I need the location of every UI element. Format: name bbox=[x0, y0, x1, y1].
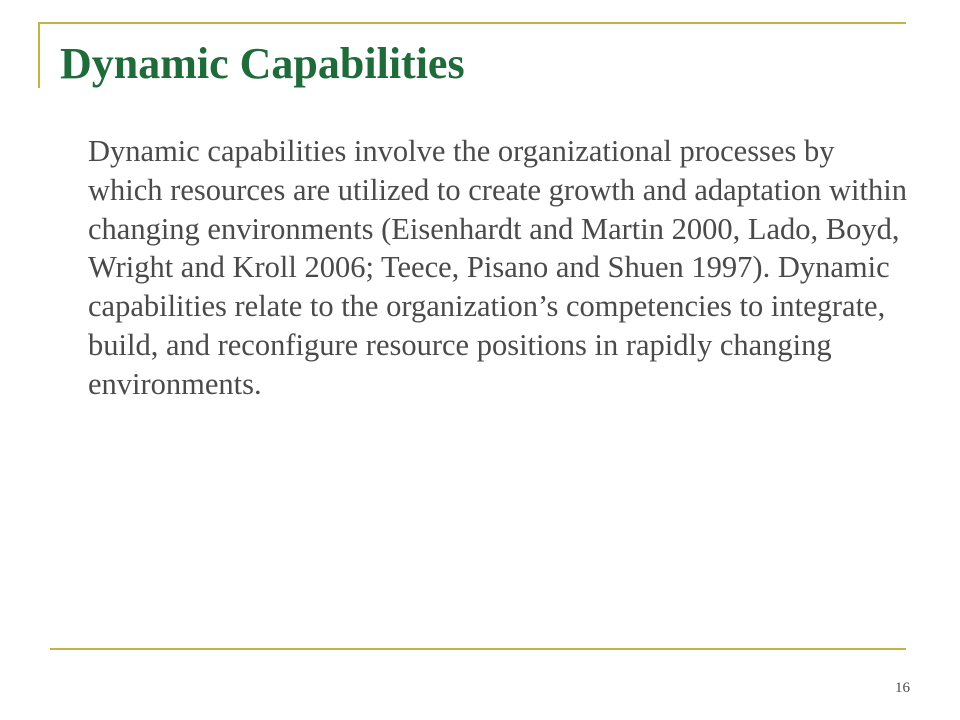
slide-title: Dynamic Capabilities bbox=[60, 39, 465, 88]
page-number: 16 bbox=[895, 680, 910, 696]
bottom-divider bbox=[50, 648, 906, 650]
slide-body-text: Dynamic capabilities involve the organizational processes by which resources are utilized to create growth and adaptation within changing environments (Eisenhardt and Martin 2000, Lado, Boyd, Wright and Kroll 2006; Teece, Pisano and Shuen 1997). Dynamic capabilities relate to the organization’s competencies to integrate, build, and reconfigure resource positions in rapidly changing environments. bbox=[88, 134, 907, 401]
left-accent-line bbox=[38, 22, 40, 88]
top-divider bbox=[38, 22, 906, 24]
